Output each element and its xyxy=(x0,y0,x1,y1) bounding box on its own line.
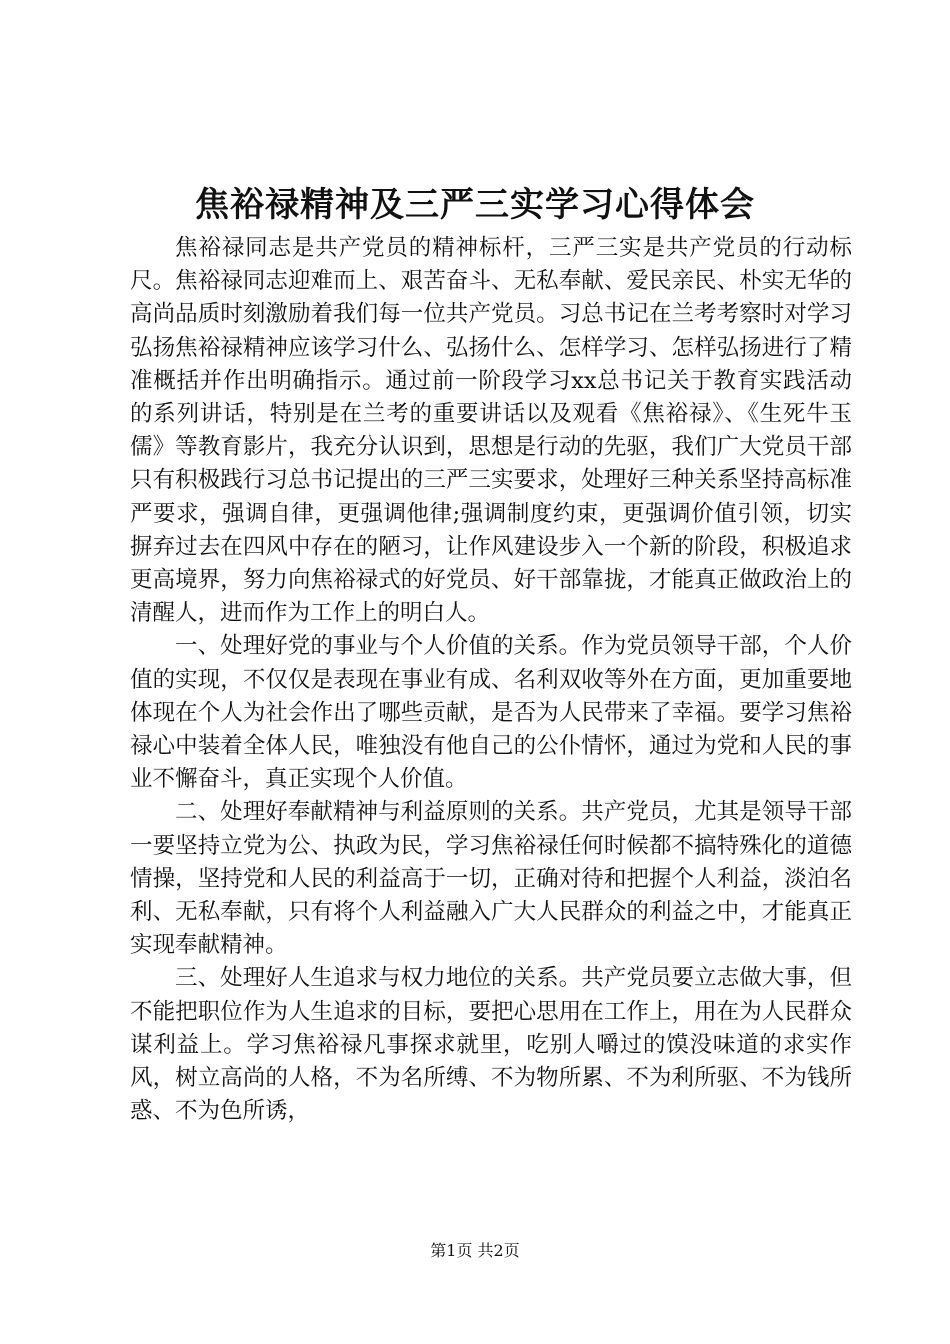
paragraph-intro: 焦裕禄同志是共产党员的精神标杆，三严三实是共产党员的行动标尺。焦裕禄同志迎难而上、艰苦奋斗、无私奉献、爱民亲民、朴实无华的高尚品质时刻激励着我们每一位共产党员。习总书记在兰考考察时对学习弘扬焦裕禄精神应该学习什么、弘扬什么、怎样学习、怎样弘扬进行了精准概括并作出明确指示。通过前一阶段学习xx总书记关于教育实践活动的系列讲话，特别是在兰考的重要讲话以及观看《焦裕禄》、《生死牛玉儒》等教育影片，我充分认识到，思想是行动的先驱，我们广大党员干部只有积极践行习总书记提出的三严三实要求，处理好三种关系坚持高标准严要求，强调自律，更强调他律;强调制度约束，更强调价值引领，切实摒弃过去在四风中存在的陋习，让作风建设步入一个新的阶段，积极追求更高境界，努力向焦裕禄式的好党员、好干部靠拢，才能真正做政治上的清醒人，进而作为工作上的明白人。 xyxy=(130,235,852,627)
page-number-current: 第1页 xyxy=(430,1241,473,1260)
paragraph-point-1: 一、处理好党的事业与个人价值的关系。作为党员领导干部，个人价值的实现，不仅仅是表现在事业有成、名利双收等外在方面，更加重要地体现在个人为社会作出了哪些贡献，是否为人民带来了幸福。要学习焦裕禄心中装着全体人民，唯独没有他自己的公仆情怀，通过为党和人民的事业不懈奋斗，真正实现个人价值。 xyxy=(130,633,852,793)
page-footer xyxy=(0,1240,950,1262)
document-body xyxy=(130,232,852,1128)
document-title: 焦裕禄精神及三严三实学习心得体会 xyxy=(195,185,755,225)
page-number-total: 共2页 xyxy=(477,1241,520,1260)
paragraph-point-3: 三、处理好人生追求与权力地位的关系。共产党员要立志做大事，但不能把职位作为人生追求的目标，要把心思用在工作上，用在为人民群众谋利益上。学习焦裕禄凡事探求就里，吃别人嚼过的馍没味道的求实作风，树立高尚的人格，不为名所缚、不为物所累、不为利所驱、不为钱所惑、不为色所诱， xyxy=(130,965,852,1125)
paragraph-point-2: 二、处理好奉献精神与利益原则的关系。共产党员，尤其是领导干部一要坚持立党为公、执政为民，学习焦裕禄任何时候都不搞特殊化的道德情操，坚持党和人民的利益高于一切，正确对待和把握个人利益，淡泊名利、无私奉献，只有将个人利益融入广大人民群众的利益之中，才能真正实现奉献精神。 xyxy=(130,799,852,959)
